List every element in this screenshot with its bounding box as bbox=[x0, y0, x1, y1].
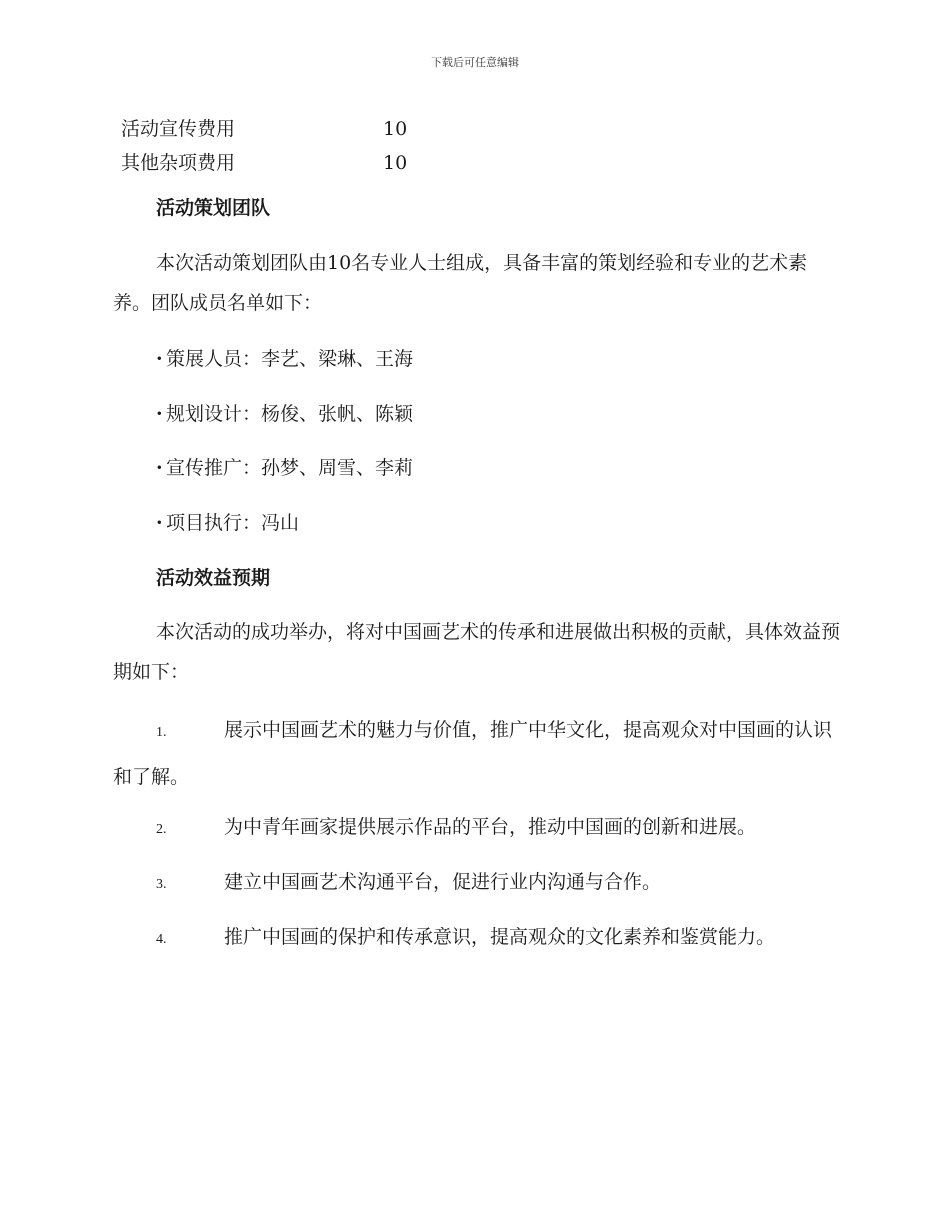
benefit-text: 为中青年画家提供展示作品的平台，推动中国画的创新和进展。 bbox=[224, 816, 757, 838]
team-member-text: 策展人员：李艺、梁琳、王海 bbox=[166, 348, 414, 370]
bullet-marker: · bbox=[156, 457, 163, 479]
bullet-marker: · bbox=[156, 348, 163, 370]
bullet-marker: · bbox=[156, 512, 163, 534]
budget-item-label: 其他杂项费用 bbox=[121, 152, 236, 174]
benefit-number: 1. bbox=[156, 725, 167, 740]
team-member-text: 项目执行：冯山 bbox=[166, 512, 300, 534]
page-header: 下载后可任意编辑 bbox=[431, 56, 519, 69]
benefit-text: 建立中国画艺术沟通平台，促进行业内沟通与合作。 bbox=[224, 871, 662, 893]
team-member-item bbox=[156, 510, 299, 536]
budget-item-label: 活动宣传费用 bbox=[121, 118, 236, 140]
benefit-item bbox=[113, 860, 843, 907]
budget-item-amount: 10 bbox=[383, 152, 408, 174]
budget-item-amount: 10 bbox=[383, 118, 408, 140]
benefits-intro-paragraph: 本次活动的成功举办，将对中国画艺术的传承和进展做出积极的贡献，具体效益预期如下： bbox=[113, 621, 841, 683]
benefits-heading: 活动效益预期 bbox=[156, 567, 271, 589]
budget-row bbox=[121, 150, 407, 176]
budget-row bbox=[121, 116, 407, 142]
team-member-item bbox=[156, 401, 413, 427]
benefit-item bbox=[113, 708, 843, 799]
benefit-text: 展示中国画艺术的魅力与价值，推广中华文化，提高观众对中国画的认识和了解。 bbox=[113, 719, 833, 788]
benefit-item bbox=[113, 915, 843, 962]
benefit-number: 2. bbox=[156, 822, 167, 837]
team-member-item bbox=[156, 455, 413, 481]
team-intro-paragraph: 本次活动策划团队由10名专业人士组成，具备丰富的策划经验和专业的艺术素养。团队成员名单如下： bbox=[113, 252, 808, 314]
benefit-text: 推广中国画的保护和传承意识，提高观众的文化素养和鉴赏能力。 bbox=[224, 926, 776, 948]
benefit-number: 3. bbox=[156, 877, 167, 892]
team-member-text: 宣传推广：孙梦、周雪、李莉 bbox=[166, 457, 414, 479]
bullet-marker: · bbox=[156, 403, 163, 425]
benefit-item bbox=[113, 805, 843, 852]
benefit-number: 4. bbox=[156, 932, 167, 947]
team-heading: 活动策划团队 bbox=[156, 197, 271, 219]
team-member-item bbox=[156, 346, 413, 372]
team-member-text: 规划设计：杨俊、张帆、陈颖 bbox=[166, 403, 414, 425]
